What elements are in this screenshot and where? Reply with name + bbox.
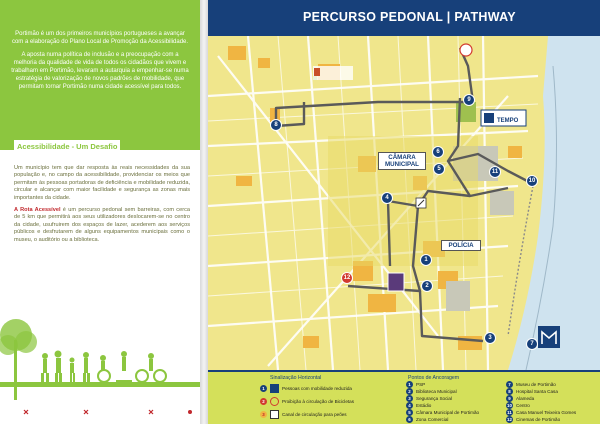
body-text [14, 165, 190, 249]
legend-anchor-2: 2 Biblioteca Municipal [406, 388, 457, 395]
legend-anchor-1: 1 PSP [406, 381, 425, 388]
legend-signage-2-text: Proibição à circulação de Bicicletas [282, 399, 355, 404]
rota-paragraph [14, 207, 190, 244]
map-panel [208, 0, 600, 424]
map-title: PERCURSO PEDONAL | PATHWAY [303, 10, 516, 24]
stop-4[interactable]: 4 [381, 192, 393, 204]
legend-anchor-5: 5 Câmara Municipal de Portimão [406, 409, 479, 416]
legend-anchor-7: 7 Museu de Portimão [506, 381, 556, 388]
stop-5[interactable]: 5 [433, 163, 445, 175]
label-policia: POLÍCIA [441, 240, 481, 251]
map-legend [208, 370, 600, 424]
label-camara-municipal: CÂMARA MUNICIPAL [378, 152, 426, 170]
stop-8[interactable]: 8 [270, 119, 282, 131]
stop-2[interactable]: 2 [421, 280, 433, 292]
map-title-bar [208, 0, 600, 36]
intro-paragraph-2: A aposta numa política de inclusão e a preocupação com a melhoria da qualidade de vida de todos os cidadãos que vivem e trabalham em Portimão, levaram a autarquia a empenhar-se numa estratégia de valorização de novos padrões de mobilidade, que permitam tornar Portimão numa cidade acessível para todos. [11, 52, 189, 90]
stop-9[interactable]: 9 [463, 94, 475, 106]
legend-signage-1 [260, 384, 352, 393]
legend-signage-3 [260, 410, 347, 419]
legend-anchor-12: 12 Cinemas de Portimão [507, 417, 561, 422]
legend-anchor-title: Pontos de Ancoragem [408, 375, 460, 381]
body-paragraph-1: Um município tem que dar resposta às reais necessidades da sua população e, no campo da acessibilidade, providenciar os meios que permitam às pessoas portadoras de deficiência e mobilidade reduzida, circular e alcançar com maior facilidade e segurança as zonas mais importantes da cidade. [14, 165, 190, 201]
stop-3[interactable]: 3 [484, 332, 496, 344]
legend-anchor-3: 3 Segurança Social [406, 395, 452, 402]
stop-7[interactable]: 7 [526, 338, 538, 350]
pedestrian-icon [270, 410, 279, 419]
stop-1[interactable]: 1 [420, 254, 432, 266]
svg-text:TEMPO: TEMPO [497, 118, 519, 124]
legend-anchor-6: 6 Zona Comercial [406, 416, 448, 423]
stop-12[interactable]: 12 [341, 272, 353, 284]
legend-signage-3-number: 3 [260, 411, 267, 418]
section-title: Acessibilidade - Um Desafio [14, 140, 120, 153]
rota-bold: A Rota Acessível [14, 207, 61, 214]
legend-anchor-11: 11 Casa Manuel Teixeira Gomes [507, 410, 577, 415]
brochure-fold [200, 0, 208, 424]
stop-10[interactable]: 10 [526, 175, 538, 187]
legend-signage-title: Sinalização Horizontal [270, 375, 322, 381]
legend-anchor-9: 9 Alameda [506, 395, 534, 402]
legend-signage-1-text: Pessoas com mobilidade reduzida [282, 386, 352, 391]
legend-signage-3-text: Canal de circulação para peões [282, 412, 347, 417]
stop-6[interactable]: 6 [432, 146, 444, 158]
rota-text: é um percurso pedonal sem barreiras, com cerca de 5 km que permitirá aos seus utilizadores deslocarem-se no centro da cidade, usufruirem dos espaços de lazer, acederem aos serviços públicos e desfrutarem de alguns equipamentos municipais como o museu, o auditório ou a biblioteca. [14, 207, 190, 243]
wheelchair-icon [270, 384, 279, 393]
no-bicycle-icon [270, 397, 279, 406]
stop-11[interactable]: 11 [489, 166, 501, 178]
legend-signage-2-number: 2 [260, 398, 267, 405]
intro-paragraph-1: Portimão é um dos primeiros municípios portugueses a avançar com a elaboração do Plano Local de Promoção da Acessibilidade. [11, 31, 189, 45]
legend-signage-1-number: 1 [260, 385, 267, 392]
legend-anchor-8: 8 Hospital Santa Casa [506, 388, 558, 395]
legend-anchor-10: 10 Centro [507, 403, 530, 408]
left-panel [0, 0, 200, 424]
route-map[interactable] [208, 36, 600, 370]
legend-signage-2 [260, 397, 354, 406]
people-pictogram [0, 290, 200, 424]
legend-anchor-4: 4 Estádio [406, 402, 431, 409]
